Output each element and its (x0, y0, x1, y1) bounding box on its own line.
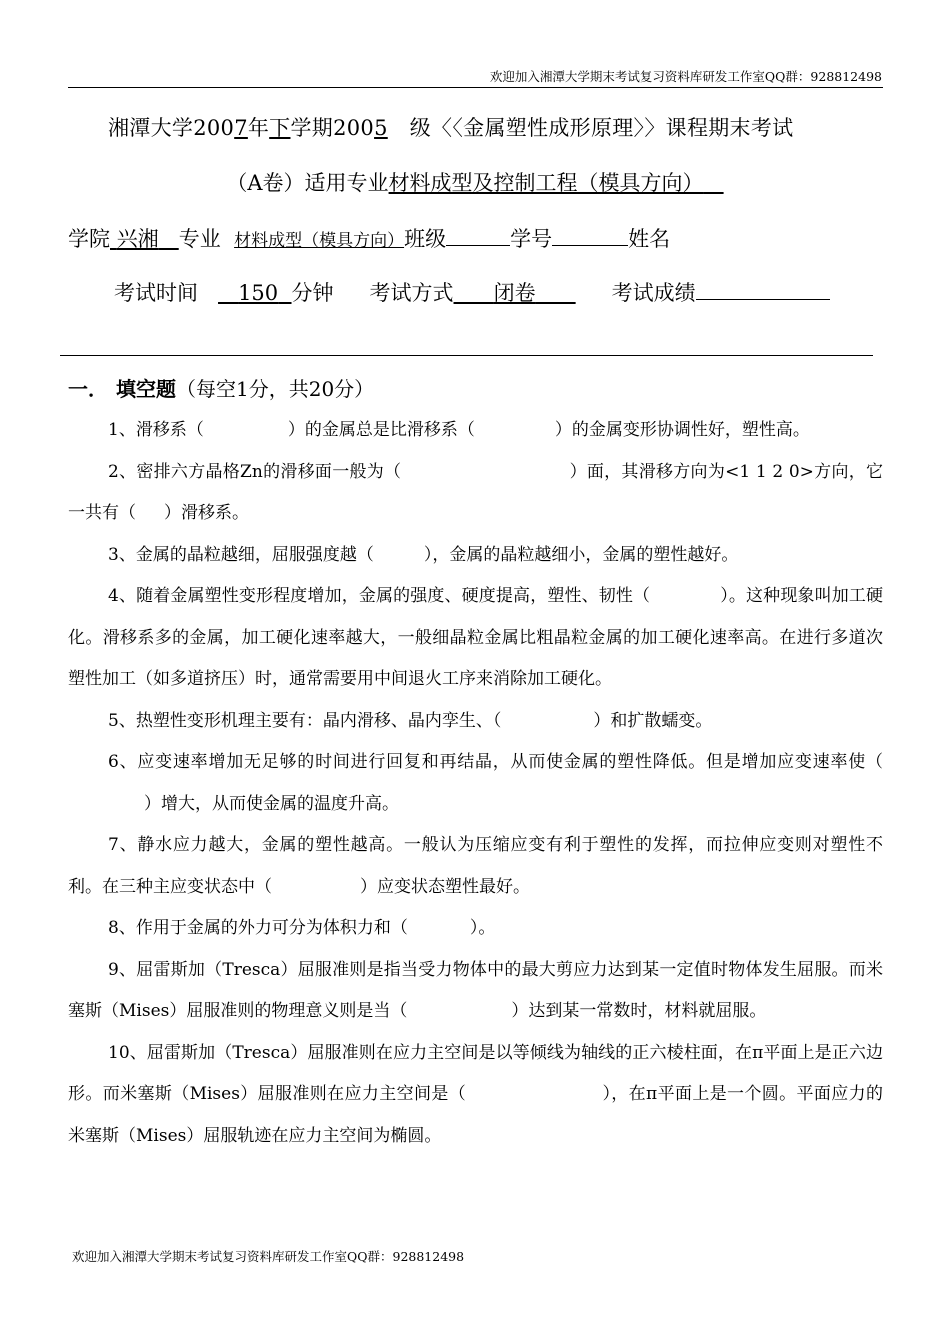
title-prefix: 湘潭大学200 (108, 116, 235, 140)
exam-subtitle (0, 167, 950, 197)
section-heading (68, 373, 374, 402)
college-value: 兴湘 (116, 227, 159, 251)
score-label: 考试成绩 (611, 281, 696, 305)
question-6: 6、应变速率增加无足够的时间进行回复和再结晶，从而使金属的塑性降低。但是增加应变速率使（）增大，从而使金属的温度升高。 (108, 752, 883, 814)
major-label: 专业 (178, 227, 221, 251)
title-semester: 学期200 (290, 116, 375, 140)
class-blank[interactable] (446, 225, 510, 246)
subtitle-major: 材料成型及控制工程（模具方向） (388, 171, 704, 195)
question-4: 4、随着金属塑性变形程度增加，金属的强度、硬度提高，塑性、韧性（ ）。这种现象叫加工硬化。滑移系多的金属，加工硬化速率越大，一般细晶粒金属比粗晶粒金属的加工硬化速率高。在进行多道次塑性加工（如多道挤压）时，通常需要用中间退火工序来消除加工硬化。 (68, 586, 883, 689)
subtitle-prefix: （A卷）适用专业 (226, 171, 389, 195)
title-year-char: 年 (247, 116, 270, 140)
student-id-blank[interactable] (552, 225, 628, 246)
score-blank[interactable] (696, 279, 830, 300)
page-footer: 欢迎加入湘潭大学期末考试复习资料库研发工作室QQ群：928812498 (72, 1249, 465, 1264)
time-value: 150 (238, 281, 279, 305)
mode-label: 考试方式 (369, 281, 454, 305)
question-1: 1、滑移系（ ）的金属总是比滑移系（ ）的金属变形协调性好，塑性高。 (108, 420, 810, 440)
student-info-line (68, 223, 670, 253)
title-grade-digit: 5 (374, 116, 388, 140)
divider (60, 355, 873, 356)
class-label: 班级 (404, 227, 447, 251)
time-label: 考试时间 (114, 281, 198, 305)
college-label: 学院 (68, 227, 110, 251)
question-5: 5、热塑性变形机理主要有：晶内滑移、晶内孪生、（ ）和扩散蠕变。 (108, 710, 713, 731)
title-term: 下 (269, 116, 291, 140)
exam-info-line (114, 277, 830, 307)
section-title: 填空题 (116, 377, 176, 401)
question-list (68, 410, 883, 1157)
section-note: （每空1分，共20分） (176, 377, 375, 401)
question-7: 7、静水应力越大，金属的塑性越高。一般认为压缩应变有利于塑性的发挥，而拉伸应变则对塑性不利。在三种主应变状态中（ ）应变状态塑性最好。 (68, 835, 883, 897)
question-9: 9、屈雷斯加（Tresca）屈服准则是指当受力物体中的最大剪应力达到某一定值时物体发生屈服。而米塞斯（Mises）屈服准则的物理意义则是当（ ）达到某一常数时，材料就屈服。 (68, 959, 883, 1021)
header-rule (68, 87, 883, 88)
question-3: 3、金属的晶粒越细，屈服强度越（ ），金属的晶粒越细小，金属的塑性越好。 (108, 544, 739, 565)
exam-title (108, 112, 793, 142)
title-course: 级〈〈金属塑性成形原理〉〉课程期末考试 (409, 116, 794, 140)
name-label: 姓名 (628, 227, 671, 251)
question-10: 10、屈雷斯加（Tresca）屈服准则在应力主空间是以等倾线为轴线的正六棱柱面，在π平面上是正六边形。而米塞斯（Mises）屈服准则在应力主空间是（ ），在π平面上是一个圆。平面应力的米塞斯（Mises）屈服轨迹在应力主空间为椭圆。 (68, 1042, 883, 1146)
student-id-label: 学号 (510, 227, 553, 251)
question-8: 8、作用于金属的外力可分为体积力和（ ）。 (108, 918, 496, 938)
mode-value: 闭卷 (493, 281, 536, 305)
question-2: 2、密排六方晶格Zn的滑移面一般为（ ）面，其滑移方向为<1 1 2 0>方向，它一共有（ ）滑移系。 (68, 461, 884, 523)
title-year-digit: 7 (234, 116, 248, 140)
major-value: 材料成型（模具方向） (234, 231, 405, 251)
section-number: 一． (68, 377, 108, 401)
page-header: 欢迎加入湘潭大学期末考试复习资料库研发工作室QQ群：928812498 (489, 69, 882, 84)
time-unit: 分钟 (291, 281, 334, 305)
